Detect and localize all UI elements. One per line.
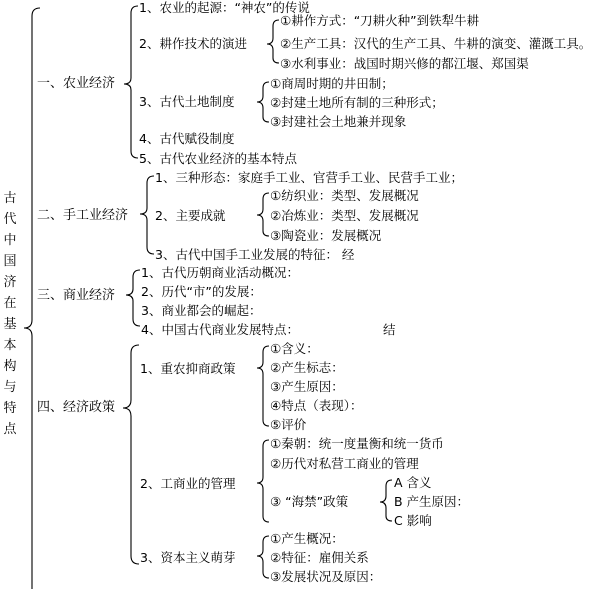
- bracket-sea-ban: [380, 480, 392, 521]
- fragment-char: 结: [383, 322, 396, 337]
- item-commerce-overview: 1、古代历朝商业活动概况：: [141, 265, 299, 280]
- sub-characteristics: ④特点（表现）：: [270, 398, 363, 413]
- item-market-development: 2、历代“市”的发展：: [141, 284, 262, 299]
- item-farming-tech: 2、耕作技术的演进: [139, 36, 247, 51]
- sub-emergence: ①产生概况：: [270, 531, 344, 546]
- bracket-agri-policy: [257, 346, 269, 426]
- item-commerce-management: 2、工商业的管理: [140, 476, 236, 491]
- item-agri-first-policy: 1、重农抑商政策: [140, 361, 236, 376]
- bracket-farming-tech: [267, 20, 279, 63]
- sub-land-annexation: ③封建社会土地兼并现象: [270, 114, 407, 129]
- sub-textile: ①纺织业：类型、发展概况: [270, 188, 419, 203]
- section-handicraft: 二、手工业经济: [37, 208, 129, 223]
- diagram-title: 古代中国济在基本构与特点: [3, 191, 17, 437]
- sea-ban-cause: B 产生原因：: [394, 494, 470, 509]
- bracket-commerce: [126, 270, 140, 326]
- sub-hired-labor: ②特征：雇佣关系: [270, 550, 369, 565]
- item-commercial-cities: 3、商业都会的崛起：: [141, 303, 262, 318]
- bracket-capitalism: [257, 536, 269, 578]
- section-commerce: 三、商业经济: [37, 288, 116, 303]
- item-land-system: 3、古代土地制度: [139, 94, 235, 109]
- sub-sign: ②产生标志：: [270, 360, 344, 375]
- sub-qin-unification: ①秦朝：统一度量衡和统一货币: [270, 436, 444, 451]
- item-tax-system: 4、古代赋役制度: [139, 131, 235, 146]
- bracket-agriculture: [124, 6, 138, 158]
- bracket-land-system: [257, 82, 269, 122]
- sea-ban-meaning: A 含义: [394, 475, 432, 490]
- item-origin: 1、农业的起源：“神农”的传说: [139, 0, 310, 15]
- sub-farming-method: ①耕作方式：“刀耕火种”到铁犁牛耕: [280, 13, 480, 28]
- sub-cause: ③产生原因：: [270, 379, 344, 394]
- item-capitalism-sprouts: 3、资本主义萌芽: [140, 550, 236, 565]
- item-agri-features: 5、古代农业经济的基本特点: [139, 151, 297, 166]
- bracket-policy: [123, 345, 139, 564]
- bracket-achievements: [257, 193, 269, 236]
- sub-sea-ban: ③ “海禁”政策: [270, 494, 349, 509]
- sub-well-field: ①商周时期的井田制；: [270, 76, 394, 91]
- bracket-management: [257, 440, 269, 522]
- sub-private-management: ②历代对私营工商业的管理: [270, 456, 419, 471]
- sea-ban-impact: C 影响: [394, 513, 432, 528]
- item-achievements: 2、主要成就: [155, 208, 226, 223]
- bracket-handicraft: [140, 176, 154, 254]
- sub-ceramics: ③陶瓷业：发展概况: [270, 228, 382, 243]
- item-handicraft-features: 3、古代中国手工业发展的特征： 经: [155, 247, 355, 262]
- item-commerce-features: 4、中国古代商业发展特点：: [141, 322, 299, 337]
- sub-development-status: ③发展状况及原因：: [270, 569, 382, 584]
- section-policy: 四、经济政策: [37, 400, 116, 415]
- sub-smelting: ②冶炼业：类型、发展概况: [270, 208, 419, 223]
- sub-evaluation: ⑤评价: [270, 417, 307, 432]
- item-three-forms: 1、三种形态：家庭手工业、官营手工业、民营手工业；: [155, 170, 463, 185]
- section-agriculture: 一、农业经济: [37, 76, 116, 91]
- sub-land-ownership: ②封建土地所有制的三种形式；: [270, 95, 444, 110]
- sub-tools: ②生产工具：汉代的生产工具、牛耕的演变、灌溉工具。: [280, 36, 592, 51]
- sub-meaning: ①含义：: [270, 341, 319, 356]
- sub-irrigation: ③水利事业：战国时期兴修的都江堰、郑国渠: [280, 56, 529, 71]
